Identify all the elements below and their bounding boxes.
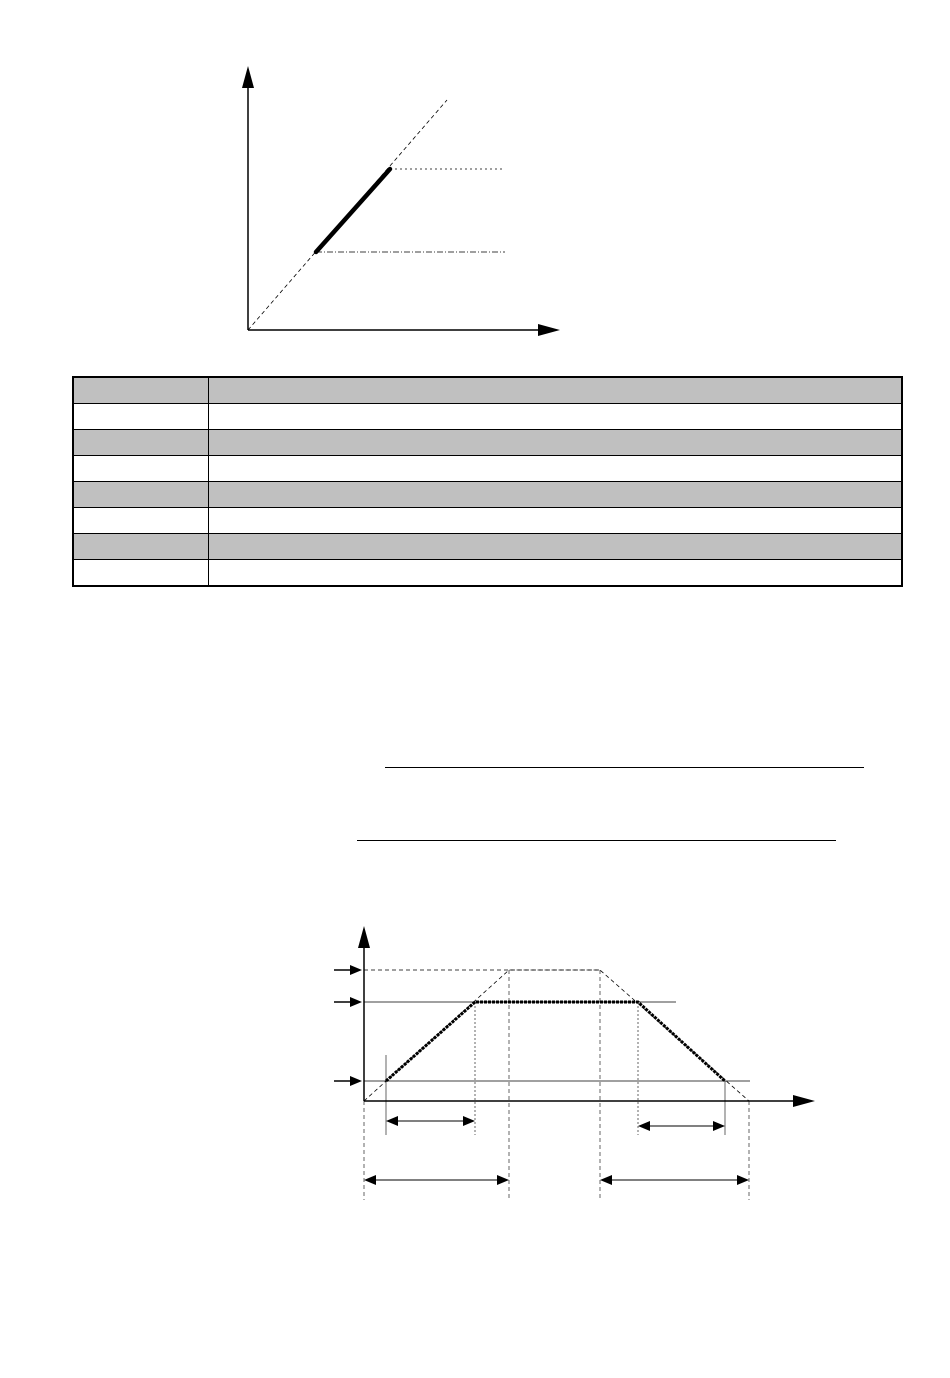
table-cell-param — [73, 404, 209, 430]
freq-axis-arrow — [358, 926, 370, 948]
table-cell-param — [73, 456, 209, 482]
actual-decel-arrowhead-right — [713, 1121, 725, 1131]
table-row — [73, 508, 902, 534]
table-cell-param — [73, 430, 209, 456]
actual-accel-arrowhead-right — [463, 1116, 475, 1126]
table-cell-param — [73, 482, 209, 508]
table-row — [73, 456, 902, 482]
underline-rule-2 — [357, 840, 836, 841]
actual-accel-arrowhead-left — [386, 1116, 398, 1126]
table-row — [73, 377, 902, 404]
set-accel-arrowhead-right — [497, 1175, 509, 1185]
linear-characteristic-figure — [230, 60, 580, 350]
lower-limit-arrowhead — [350, 1076, 362, 1086]
table-cell-description — [209, 404, 903, 430]
table-row — [73, 430, 902, 456]
time-axis-arrow — [793, 1095, 815, 1107]
upper-limit-arrowhead — [350, 997, 362, 1007]
actual-profile-curve — [386, 1002, 725, 1081]
table-row — [73, 560, 902, 587]
table-cell-param — [73, 508, 209, 534]
table-row — [73, 404, 902, 430]
table-row — [73, 534, 902, 560]
table-cell-description — [209, 534, 903, 560]
underline-rule-1 — [385, 767, 864, 768]
table-cell-description — [209, 377, 903, 404]
y-axis-arrow — [242, 66, 254, 88]
set-decel-arrowhead-left — [600, 1175, 612, 1185]
table-cell-param — [73, 560, 209, 587]
table-cell-param — [73, 377, 209, 404]
accel-decel-timing-figure — [325, 915, 825, 1205]
max-freq-arrowhead — [350, 965, 362, 975]
table-cell-description — [209, 508, 903, 534]
parameter-table — [72, 376, 903, 587]
active-range-segment — [316, 169, 390, 252]
table-cell-description — [209, 456, 903, 482]
table-cell-description — [209, 560, 903, 587]
actual-decel-arrowhead-left — [638, 1121, 650, 1131]
table-cell-description — [209, 482, 903, 508]
set-accel-arrowhead-left — [364, 1175, 376, 1185]
table-cell-param — [73, 534, 209, 560]
x-axis-arrow — [538, 324, 560, 336]
table-row — [73, 482, 902, 508]
table-cell-description — [209, 430, 903, 456]
set-decel-arrowhead-right — [737, 1175, 749, 1185]
